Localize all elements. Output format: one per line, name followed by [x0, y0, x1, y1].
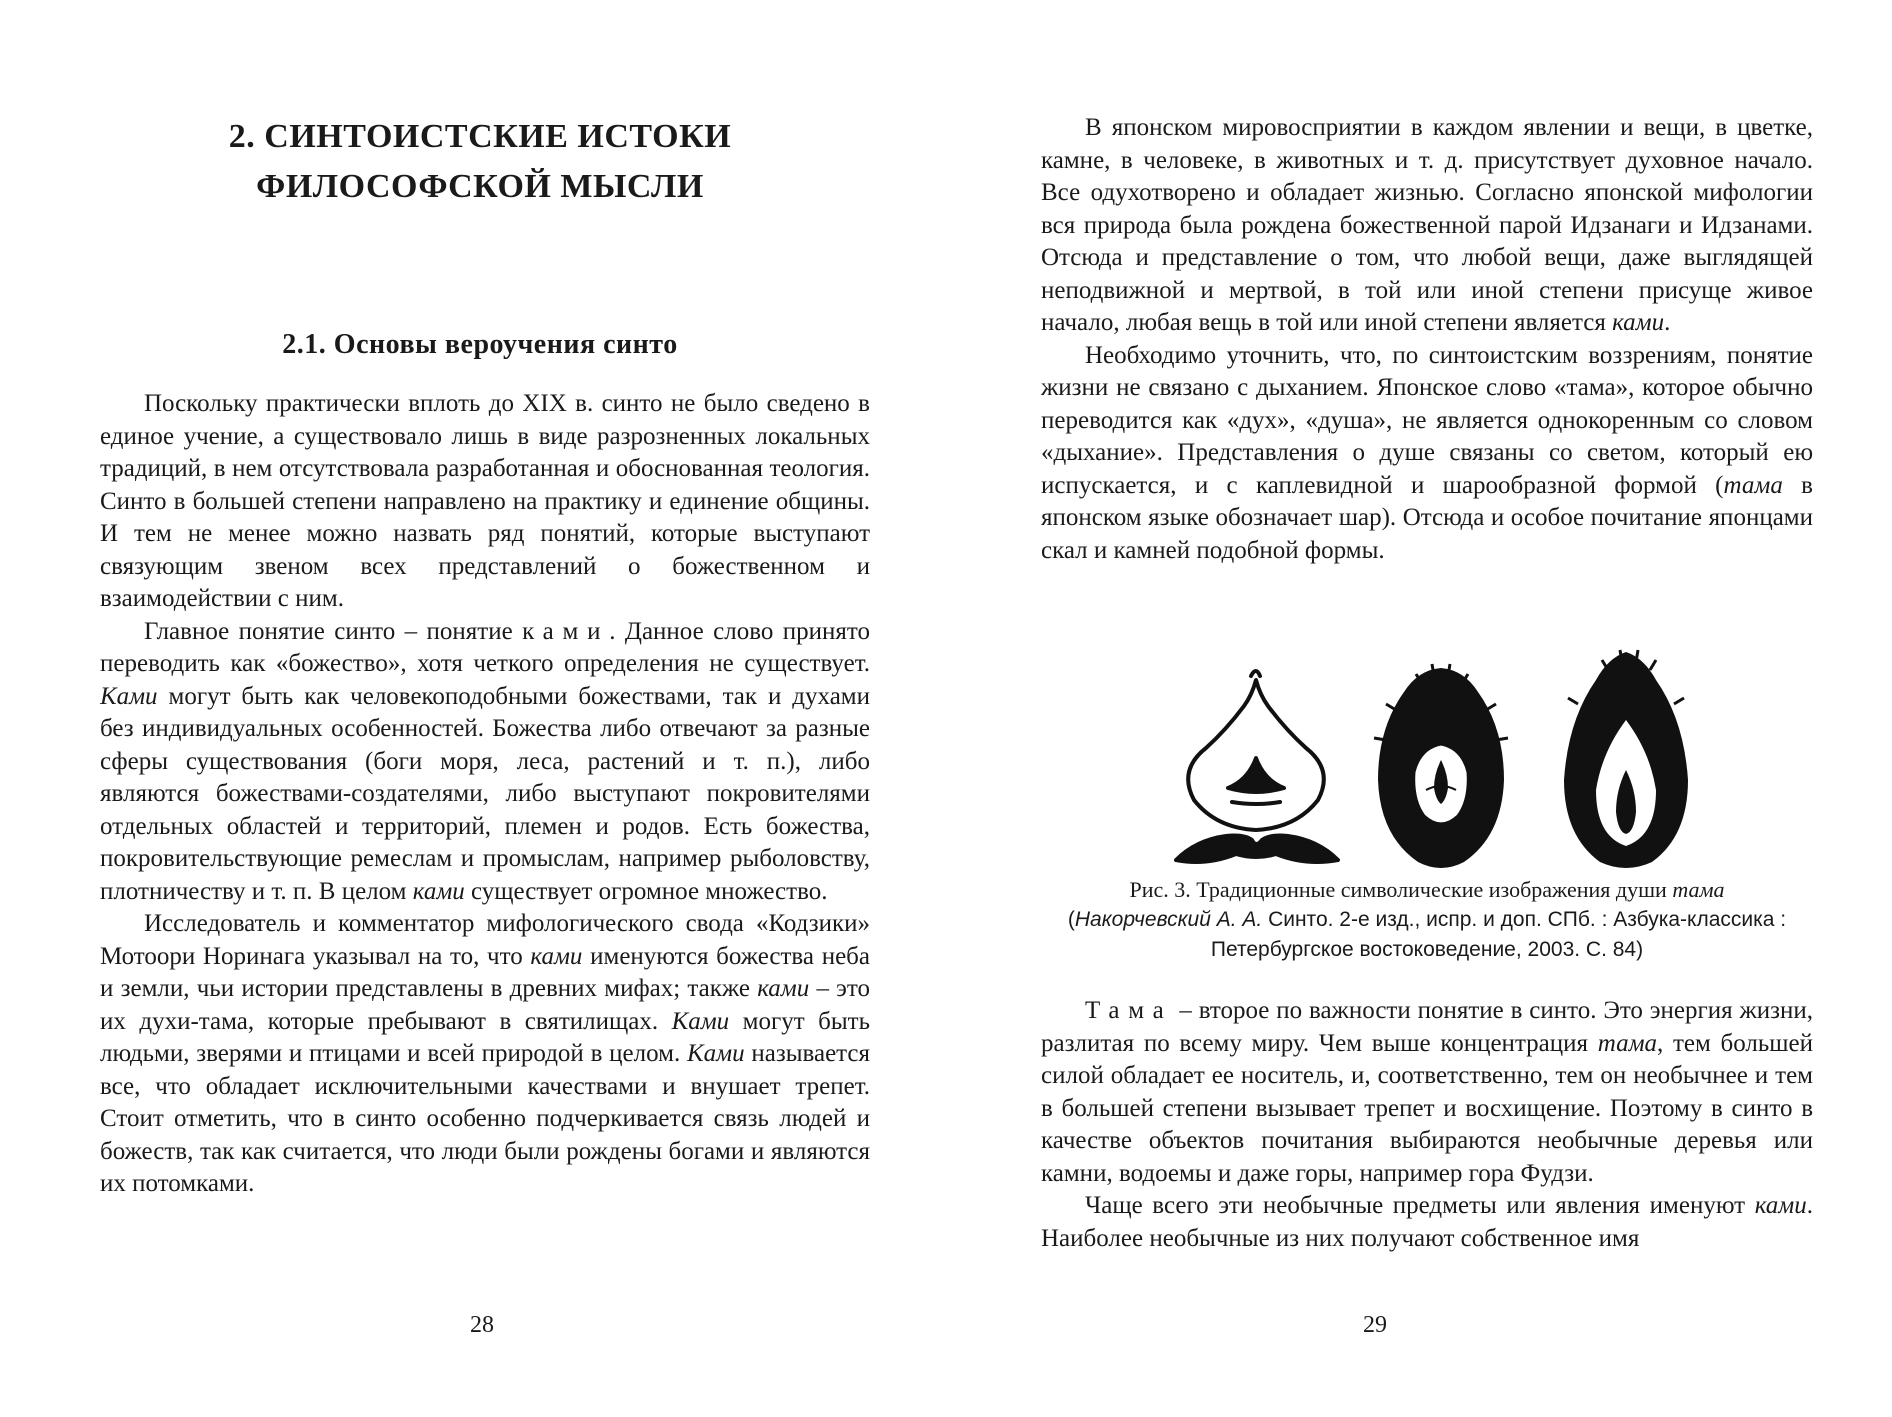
- text-run: Исследователь и комментатор мифологического свода «Кодзики» Мотоори Норинага указывал на то, что: [100, 910, 870, 970]
- italic-author: Накорчевский А. А.: [1074, 908, 1263, 931]
- italic-term: ками: [757, 975, 810, 1002]
- tama-dark-flame-symbol: [1374, 664, 1508, 868]
- right-page-body-top: [1041, 112, 1813, 567]
- tama-symbols-illustration: [1156, 640, 1716, 880]
- caption-line-3: Петербургское востоковедение, 2003. С. 84): [1210, 938, 1644, 961]
- paragraph: [100, 616, 870, 909]
- italic-term: ками: [412, 877, 465, 905]
- page-number: 28: [470, 1312, 494, 1338]
- italic-term: ками: [1754, 1192, 1807, 1219]
- chapter-title-line-2: ФИЛОСОФСКОЙ МЫСЛИ: [256, 168, 704, 205]
- spaced-term: Тама: [1085, 997, 1173, 1024]
- caption-line-2: [1041, 905, 1813, 935]
- text-run: существует огромное множество.: [464, 877, 828, 905]
- figure-caption: [1041, 875, 1813, 965]
- text-run: могут быть людьми, зверями и птицами и всей природой в целом.: [100, 1007, 871, 1067]
- italic-term: Ками: [687, 1040, 745, 1067]
- right-page-body-bottom: [1041, 995, 1813, 1255]
- paragraph: [1041, 1190, 1813, 1255]
- text-run: . Наиболее необычные из них получают собственное имя: [1041, 1192, 1813, 1252]
- italic-term: тама: [1672, 877, 1725, 902]
- text-run: .: [1664, 309, 1671, 336]
- paragraph: [1041, 112, 1813, 340]
- section-title: 2.1. Основы вероучения синто: [282, 329, 678, 360]
- text-run: В японском мировосприятии в каждом явлении и вещи, в цветке, камне, в человеке, в животных и т. д. присутствует духовное начало. Все одухотворено и обладает жизнью. Согласно японской мифологии вся природа была рождена божественной парой Идзанаги и Идзанами. Отсюда и представление о том, что любой вещи, даже выглядящей неподвижной и мертвой, в той или иной степени присуще живое начало, любая вещь в той или иной степени является: [1041, 114, 1813, 336]
- text-run: называется все, что обладает исключительными качествами и внушает трепет. Стоит отметить, что в синто особенно подчеркивается связь людей и божеств, так как считается, что люди были рождены богами и являются их потомками.: [100, 1040, 871, 1197]
- right-page: [946, 0, 1892, 1417]
- left-page-body: [100, 388, 870, 1201]
- page-number: 29: [1363, 1312, 1387, 1338]
- tama-drop-symbol: [1176, 671, 1338, 862]
- text-run: именуются божества неба и земли, чьи истории представлены в древних мифах; также: [100, 942, 870, 1002]
- chapter-title-line-1: 2. СИНТОИСТСКИЕ ИСТОКИ: [228, 118, 732, 155]
- text-run: могут быть как человекоподобными божествами, так и духами без индивидуальных особенностей. Божества либо отвечают за разные сферы существования (боги моря, леса, растений и т. п.), либо являются божествами-создателями, либо выступают покровителями отдельных областей и территорий, племен и родов. Есть божества, покровительствующие ремеслам и промыслам, например рыболовству, плотничеству и т. п. В целом: [100, 682, 870, 905]
- paragraph: [1041, 340, 1813, 568]
- italic-term: тама: [1723, 471, 1783, 499]
- paragraph: [1041, 995, 1813, 1190]
- text-run: – второе по важности понятие в синто. Это энергия жизни, разлитая по всему миру. Чем выше концентрация: [1041, 997, 1813, 1057]
- spaced-term: ками: [522, 617, 610, 645]
- text-run: Чаще всего эти необычные предметы или явления именуют: [1085, 1192, 1755, 1219]
- text-run: (: [1067, 908, 1075, 931]
- text-run: Главное понятие синто – понятие: [144, 617, 523, 645]
- text-run: в японском языке обозначает шар). Отсюда и особое почитание японцами скал и камней подобной формы.: [1041, 471, 1813, 564]
- text-run: Рис. 3. Традиционные символические изображения души: [1129, 877, 1673, 902]
- italic-term: тама: [1597, 1029, 1658, 1057]
- text-run: Синто. 2-е изд., испр. и доп. СПб. : Азбука-классика :: [1262, 908, 1787, 931]
- paragraph: [100, 908, 870, 1201]
- italic-term: ками: [1612, 309, 1665, 336]
- italic-term: Ками: [671, 1007, 730, 1035]
- tama-soul-symbols-figure: [1156, 640, 1716, 880]
- text-run: Необходимо уточнить, что, по синтоистским воззрениям, понятие жизни не связано с дыханием. Японское слово «тама», которое обычно переводится как «дух», «душа», не является однокоренным со словом «дыхание». Представления о душе связаны со светом, который ею испускается, и с каплевидной и шарообразной формой (: [1041, 341, 1813, 499]
- tama-flame-symbol: [1564, 650, 1688, 868]
- caption-line-1: [1041, 875, 1813, 905]
- chapter-title: [140, 112, 820, 212]
- text-run: , тем большей силой обладает ее носитель, и, соответственно, тем он необычнее и тем в большей степени вызывает трепет и восхищение. Поэтому в синто в качестве объектов почитания выбираются необычные деревья или камни, водоемы и даже горы, например гора Фудзи.: [1041, 1029, 1813, 1187]
- paragraph: Поскольку практически вплоть до XIX в. синто не было сведено в единое учение, а существовало лишь в виде разрозненных локальных традиций, в нем отсутствовала разработанная и обоснованная теология. Синто в большей степени направлено на практику и единение общины. И тем не менее можно назвать ряд понятий, которые выступают связующим звеном всех представлений о божественном и взаимодействии с ним.: [100, 390, 870, 612]
- text-run: . Данное слово принято переводить как «божество», хотя четкого определения не существует.: [100, 617, 870, 677]
- text-run: – это их духи-тама, которые пребывают в святилищах.: [100, 975, 871, 1035]
- italic-term: ками: [530, 942, 583, 970]
- italic-term: Ками: [100, 682, 158, 710]
